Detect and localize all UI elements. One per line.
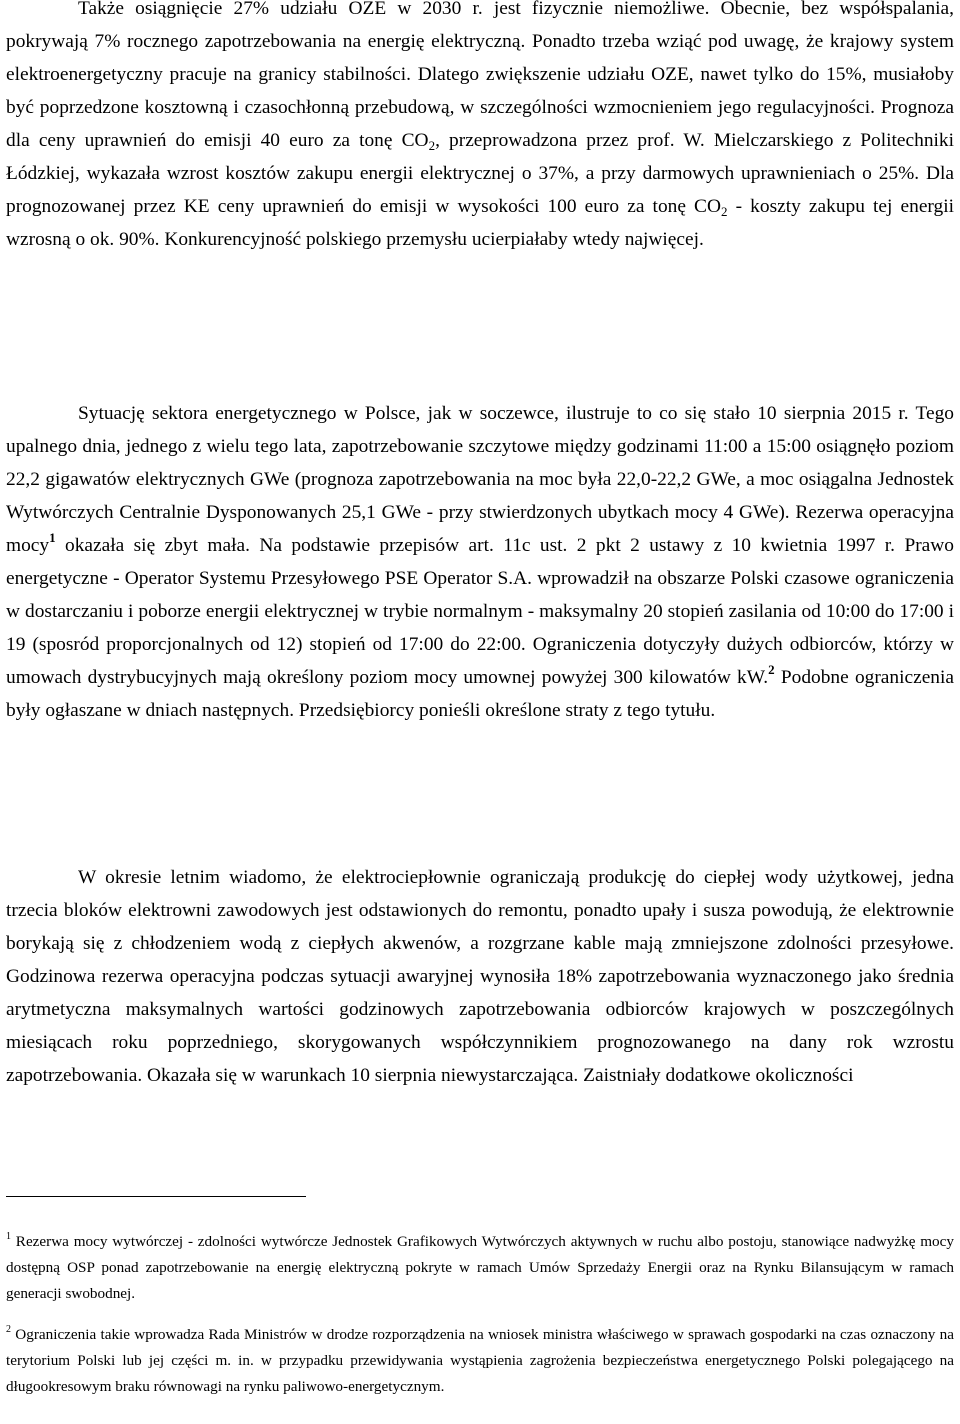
paragraph-2-part-c: Podobne ograniczenia były ogłaszane w dniach następnych. Przedsiębiorcy ponieśli określone straty z tego tytułu. bbox=[6, 667, 954, 721]
paragraph-1-part-a: bez współspalania, pokrywają 7% rocznego zapotrzebowania na energię elektryczną. Ponadto trzeba wziąć pod uwagę, że krajowy system elektroenergetyczny pracuje na granicy stabilności. Dlatego zwiększenie udziału OZE, nawet tylko do 15%, musiałoby być poprzedzone kosztowną i czasochłonną przebudową, w szczególności wzmocnieniem jego regulacyjności. Prognoza dla ceny uprawnień do emisji 40 euro za tonę CO bbox=[6, 0, 954, 151]
paragraph-2-part-b: okazała się zbyt mała. Na podstawie przepisów art. 11c ust. 2 pkt 2 ustawy z 10 kwietnia 1997 r. Prawo energetyczne - Operator Systemu Przesyłowego PSE Operator S.A. wprowadził na obszarze Polski czasowe ograniczenia w dostarczaniu i poborze energii elektrycznej w trybie normalnym - maksymalny 20 stopień zasilania od 10:00 do 17:00 i 19 (sposród proporcjonalnych od 12) stopień od 17:00 do 22:00. Ograniczenia dotyczyły dużych odbiorców, którzy w umowach dystrybucyjnych mają określony poziom mocy umownej powyżej 300 kilowatów kW. bbox=[6, 535, 954, 688]
paragraph-1-line-1: Także osiągnięcie 27% udziału OZE w 2030 r. jest fizycznie niemożliwe. Obecnie, bbox=[78, 0, 791, 19]
footnote-2 bbox=[6, 1322, 954, 1400]
co2-subscript: 2 bbox=[428, 138, 436, 153]
paragraph-2-part-a: Sytuację sektora energetycznego w Polsce, jak w soczewce, ilustruje to co się stało 10 sierpnia 2015 r. Tego upalnego dnia, jednego z wielu tego lata, zapotrzebowanie szczytowe między godzinami 11:00 a 15:00 osiągnęło poziom 22,2 gigawatów elektrycznych GWe (prognoza zapotrzebowania na moc była 22,0-22,2 GWe, a moc osiągalna Jednostek Wytwórczych Centralnie Dysponowanych 25,1 GWe - przy stwierdzonych ubytkach mocy 4 GWe). Rezerwa operacyjna mocy bbox=[6, 403, 954, 556]
paragraph-1-part-b: , przeprowadzona przez prof. W. Mielczarskiego z Politechniki Łódzkiej, wykazała wzrost kosztów zakupu energii elektrycznej o 37%, a przy darmowych uprawnieniach o 25%. Dla prognozowanej przez KE ceny uprawnień do emisji w wysokości 100 euro za tonę CO bbox=[6, 130, 954, 217]
paragraph-1-text bbox=[6, 0, 954, 256]
footnote-1-text: Rezerwa mocy wytwórczej - zdolności wytwórcze Jednostek Grafikowych Wytwórczych aktywnych w ruchu albo postoju, stanowiące nadwyżkę mocy dostępną OSP ponad zapotrzebowanie na energię elektryczną pokryte w ramach Umów Sprzedaży Energii oraz na Rynku Bilansującym w ramach generacji swobodnej. bbox=[6, 1233, 954, 1302]
footnote-2-marker: 2 bbox=[6, 1324, 11, 1335]
paragraph-2 bbox=[6, 397, 954, 727]
paragraph-2-text bbox=[6, 397, 954, 727]
paragraph-1 bbox=[6, 0, 954, 256]
footnote-ref-1[interactable]: 1 bbox=[49, 530, 56, 545]
footnote-ref-2[interactable]: 2 bbox=[768, 662, 775, 677]
paragraph-1-part-c: - koszty zakupu tej energii wzrosną o ok. 90%. Konkurencyjność polskiego przemysłu ucierpiałaby wtedy najwięcej. bbox=[6, 196, 955, 250]
footnote-2-text: Ograniczenia takie wprowadza Rada Ministrów w drodze rozporządzenia na wniosek ministra właściwego w sprawach gospodarki na czas oznaczony na terytorium Polski lub jej części m. in. w przypadku przewidywania wystąpienia zagrożenia bezpieczeństwa energetycznego Polski polegającego na długookresowym braku równowagi na rynku paliwowo-energetycznym. bbox=[6, 1326, 954, 1395]
footnote-1 bbox=[6, 1229, 954, 1307]
co2-subscript: 2 bbox=[721, 204, 728, 219]
footnote-1-marker: 1 bbox=[6, 1231, 11, 1242]
paragraph-3 bbox=[6, 861, 954, 1092]
footnote-separator bbox=[6, 1196, 306, 1197]
paragraph-3-text: W okresie letnim wiadomo, że elektrociepłownie ograniczają produkcję do ciepłej wody użytkowej, jedna trzecia bloków elektrowni zawodowych jest odstawionych do remontu, ponadto upały i susza powodują, że elektrownie borykają się z chłodzeniem wodą z ciepłych akwenów, a rozgrzane kable mają zmniejszone zdolności przesyłowe. Godzinowa rezerwa operacyjna podczas sytuacji awaryjnej wynosiła 18% zapotrzebowania wyznaczonego jako średnia arytmetyczna maksymalnych wartości godzinowych zapotrzebowania odbiorców krajowych w poszczególnych miesiącach roku poprzedniego, skorygowanych współczynnikiem prognozowanego na dany rok wzrostu zapotrzebowania. Okazała się w warunkach 10 sierpnia niewystarczająca. Zaistniały dodatkowe okoliczności bbox=[6, 867, 954, 1086]
